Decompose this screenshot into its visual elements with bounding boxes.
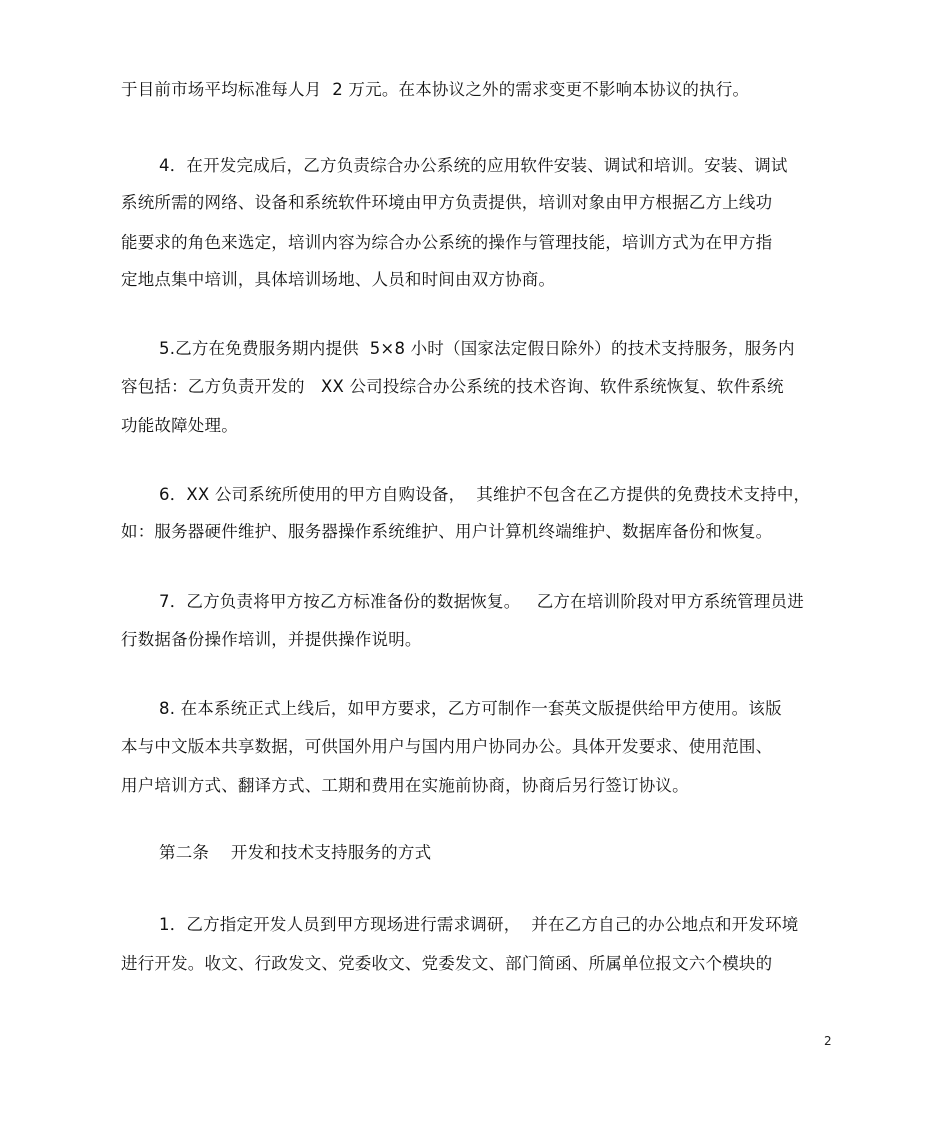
- text-line-item-4-line-4: 定地点集中培训，具体培训场地、人员和时间由双方协商。: [121, 270, 556, 289]
- text-line-article-2-item-1-line-1: 1．乙方指定开发人员到甲方现场进行需求调研， 并在乙方自己的办公地点和开发环境: [159, 915, 799, 934]
- text-line-item-8-line-2: 本与中文版本共享数据，可供国外用户与国内用户协同办公。具体开发要求、使用范围、: [121, 737, 773, 756]
- text-line-item-5-line-2: 容包括：乙方负责开发的 XX 公司投综合办公系统的技术咨询、软件系统恢复、软件系统: [121, 377, 784, 396]
- text-line-article-2-item-1-line-2: 进行开发。收文、行政发文、党委收文、党委发文、部门简函、所属单位报文六个模块的: [121, 954, 773, 973]
- text-line-item-4-line-2: 系统所需的网络、设备和系统软件环境由甲方负责提供，培训对象由甲方根据乙方上线功: [121, 193, 773, 212]
- text-line-item-4-line-1: 4．在开发完成后，乙方负责综合办公系统的应用软件安装、调试和培训。安装、调试: [159, 156, 788, 175]
- text-line-item-7-line-1: 7．乙方负责将甲方按乙方标准备份的数据恢复。 乙方在培训阶段对甲方系统管理员进: [159, 592, 804, 611]
- text-line-item-6-line-1: 6．XX 公司系统所使用的甲方自购设备， 其维护不包含在乙方提供的免费技术支持中，: [159, 485, 811, 504]
- text-line-continuation-1: 于目前市场平均标准每人月 2 万元。在本协议之外的需求变更不影响本协议的执行。: [121, 80, 750, 99]
- text-line-item-7-line-2: 行数据备份操作培训，并提供操作说明。: [121, 630, 422, 649]
- page-number: 2: [824, 1034, 832, 1048]
- section-heading-article-2: 第二条 开发和技术支持服务的方式: [159, 843, 432, 862]
- text-line-item-4-line-3: 能要求的角色来选定，培训内容为综合办公系统的操作与管理技能，培训方式为在甲方指: [121, 233, 773, 252]
- text-line-item-5-line-3: 功能故障处理。: [121, 416, 238, 435]
- text-line-item-8-line-3: 用户培训方式、翻译方式、工期和费用在实施前协商，协商后另行签订协议。: [121, 776, 689, 795]
- text-line-item-6-line-2: 如：服务器硬件维护、服务器操作系统维护、用户计算机终端维护、数据库备份和恢复。: [121, 522, 773, 541]
- text-line-item-5-line-1: 5.乙方在免费服务期内提供 5×8 小时（国家法定假日除外）的技术支持服务，服务内: [159, 339, 795, 358]
- text-line-item-8-line-1: 8. 在本系统正式上线后，如甲方要求，乙方可制作一套英文版提供给甲方使用。该版: [159, 699, 782, 718]
